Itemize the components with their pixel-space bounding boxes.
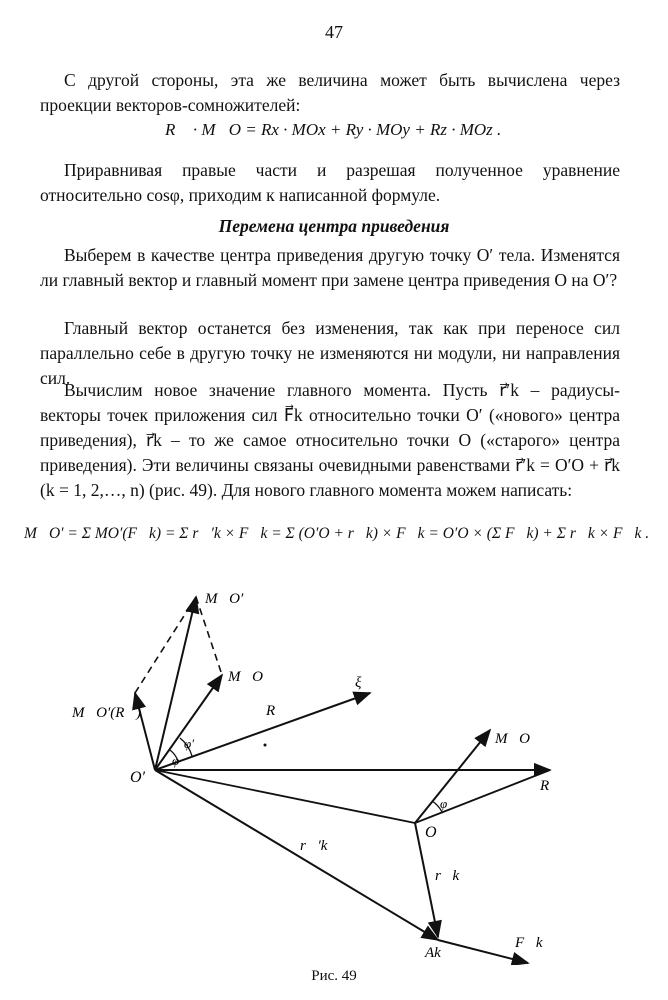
- label-F-k: F⃗k: [515, 935, 543, 951]
- figure-caption: Рис. 49: [311, 968, 357, 984]
- label-r-k-prime: r⃗′k: [300, 838, 328, 854]
- segment-O-prime-O: [155, 770, 415, 823]
- vector-M-O-top: [155, 675, 222, 770]
- label-M-O-prime-R: M⃗O′(R⃗): [72, 705, 142, 721]
- paragraph-3: [40, 243, 620, 293]
- vector-R-upper: [155, 693, 370, 770]
- dashed-line-1: [135, 597, 196, 693]
- paragraph-5-text: Вычислим новое значение главного момента. Пусть r⃗′k – радиусы-векторы точек приложения сил F⃗k относительно точки O′ («нового» центра приведения), r⃗k – то же самое относительно точки O («старого» центра приведения). Эти величины связаны очевидными равенствами r⃗′k = O′O + r⃗k (k = 1, 2,…, n) (рис. 49). Для нового главного момента можем написать:: [40, 380, 620, 500]
- paragraph-4-text: Главный вектор останется без изменения, так как при переносе сил параллельно себе в другую точку не изменяются ни модули, ни направления сил.: [40, 318, 620, 388]
- point-mark: [264, 744, 267, 747]
- label-xi: ξ: [355, 675, 362, 691]
- paragraph-3-text: Выберем в качестве центра приведения другую точку O′ тела. Изменятся ли главный вектор и главный момент при замене центра приведения O на O′?: [40, 245, 620, 290]
- label-R-right: R⃗: [540, 778, 561, 794]
- label-r-k: r⃗k: [435, 868, 460, 884]
- paragraph-2-text: Приравнивая правые части и разрешая полученное уравнение относительно cosφ, приходим к написанной формуле.: [40, 160, 620, 205]
- label-phi-O: φ: [440, 796, 448, 811]
- section-heading: Перемена центра приведения: [218, 216, 450, 236]
- formula-scalar-product: R⃗ · M⃗O = Rx · MOx + Ry · MOy + Rz · MOz .: [165, 120, 502, 139]
- dashed-line-2: [196, 597, 222, 675]
- page-number: 47: [325, 22, 343, 42]
- label-phi-prime: φ′: [184, 736, 195, 751]
- label-A-k: Ak: [425, 945, 441, 961]
- paragraph-2: [40, 158, 620, 208]
- formula-main-moment: M⃗O′ = Σ MO′(F⃗k) = Σ r⃗′k × F⃗k = Σ (O′O + r⃗k) × F⃗k = O′O × (Σ F⃗k) + Σ r⃗k × F⃗k .: [24, 525, 650, 542]
- paragraph-5: [40, 378, 620, 503]
- label-M-O-right: M⃗O: [495, 731, 530, 747]
- vector-r-k-prime: [155, 770, 438, 940]
- label-O: O: [425, 824, 437, 841]
- label-R-upper: R⃗: [266, 703, 287, 719]
- label-M-O-top: M⃗O: [228, 669, 263, 685]
- label-phi-left: φ: [172, 753, 180, 768]
- intro-text: С другой стороны, эта же величина может быть вычислена через проекции векторов-сомножителей:: [40, 70, 620, 115]
- intro-paragraph: [40, 68, 620, 118]
- figure-49: [0, 575, 668, 965]
- label-M-O-prime: M⃗O′: [205, 591, 244, 607]
- label-O-prime: O′: [130, 769, 146, 786]
